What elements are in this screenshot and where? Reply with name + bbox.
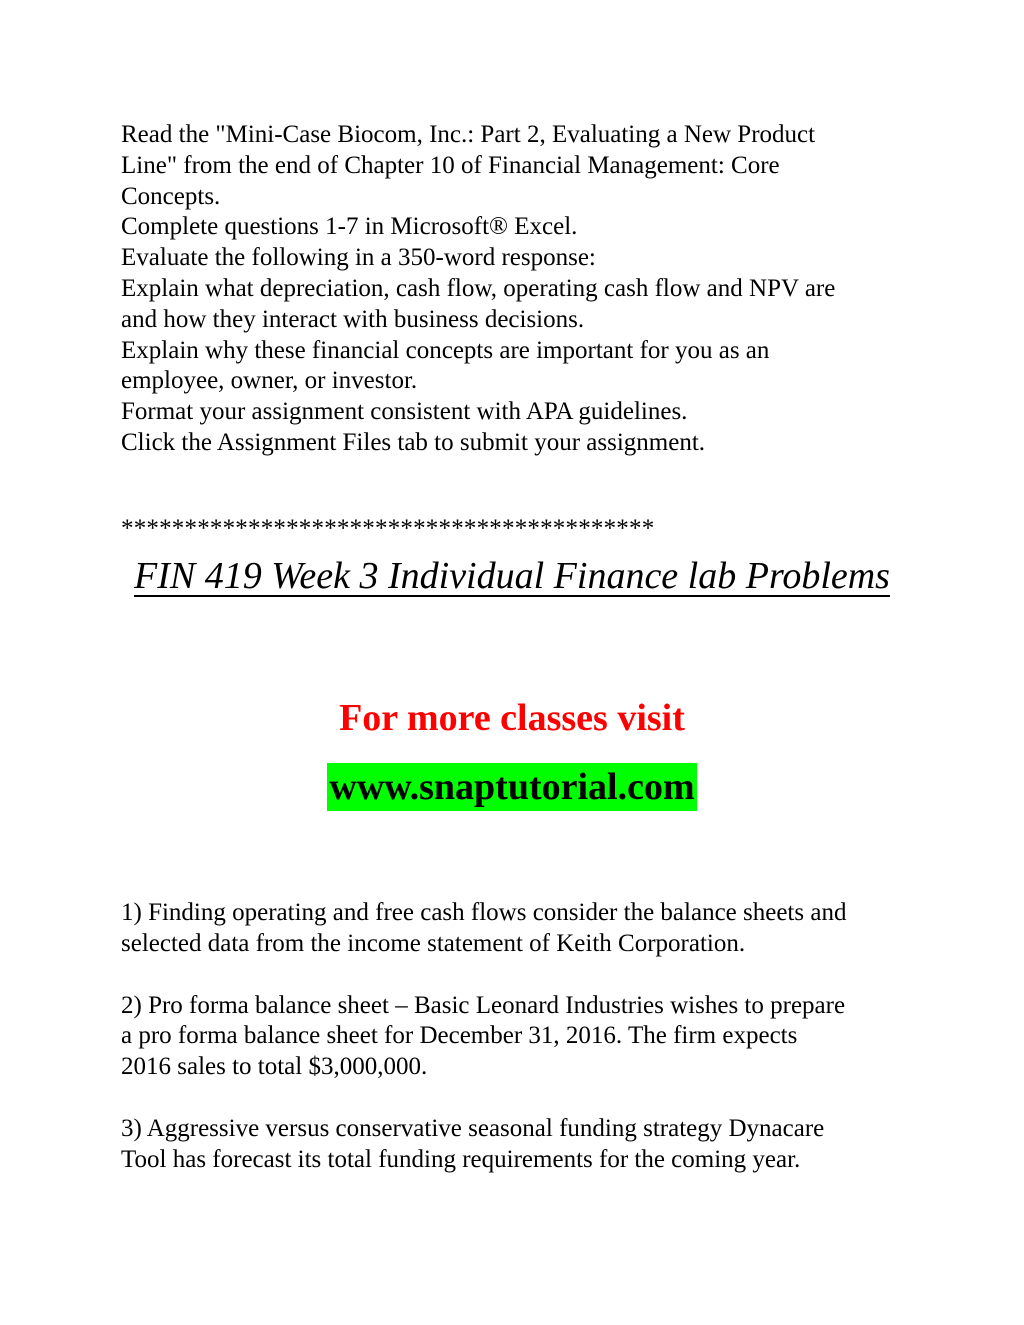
instruction-line: Complete questions 1-7 in Microsoft® Excel.: [121, 213, 578, 241]
instruction-line: Click the Assignment Files tab to submit your assignment.: [121, 428, 706, 456]
instruction-line: employee, owner, or investor.: [121, 367, 418, 395]
question-line: 1) Finding operating and free cash flows consider the balance sheets and: [121, 899, 847, 926]
instruction-line: Concepts.: [121, 182, 221, 210]
question-line: Tool has forecast its total funding requirements for the coming year.: [121, 1145, 801, 1173]
question-line: 2) Pro forma balance sheet – Basic Leonard Industries wishes to prepare: [121, 991, 846, 1019]
instruction-line: Explain why these financial concepts are important for you as an: [121, 336, 770, 364]
question-item: [121, 898, 921, 960]
instruction-line: Format your assignment consistent with APA guidelines.: [121, 398, 688, 426]
question-line: 2016 sales to total $3,000,000.: [121, 1053, 428, 1081]
question-item: [121, 991, 921, 1083]
instruction-line: Explain what depreciation, cash flow, operating cash flow and NPV are: [121, 274, 836, 302]
instruction-line: Read the "Mini-Case Biocom, Inc.: Part 2, Evaluating a New Product: [121, 121, 816, 148]
question-line: a pro forma balance sheet for December 31, 2016. The firm expects: [121, 1022, 798, 1050]
instruction-line: and how they interact with business decisions.: [121, 305, 585, 333]
instruction-line: Evaluate the following in a 350-word response:: [121, 244, 596, 272]
promo-text: For more classes visit: [339, 697, 685, 739]
promo-url-link[interactable]: www.snaptutorial.com: [327, 763, 696, 811]
question-item: [121, 1114, 921, 1176]
assignment-instructions: [121, 120, 921, 459]
instruction-line: Line" from the end of Chapter 10 of Financial Management: Core: [121, 151, 780, 179]
asterisk-separator: ******************************************: [121, 515, 655, 542]
question-line: 3) Aggressive versus conservative seasonal funding strategy Dynacare: [121, 1114, 825, 1142]
promo-url-container: [0, 763, 1024, 811]
course-title: [0, 550, 1024, 602]
question-line: selected data from the income statement of Keith Corporation.: [121, 929, 746, 957]
questions-list: [121, 898, 921, 1207]
course-title-text: FIN 419 Week 3 Individual Finance lab Problems: [134, 555, 890, 597]
